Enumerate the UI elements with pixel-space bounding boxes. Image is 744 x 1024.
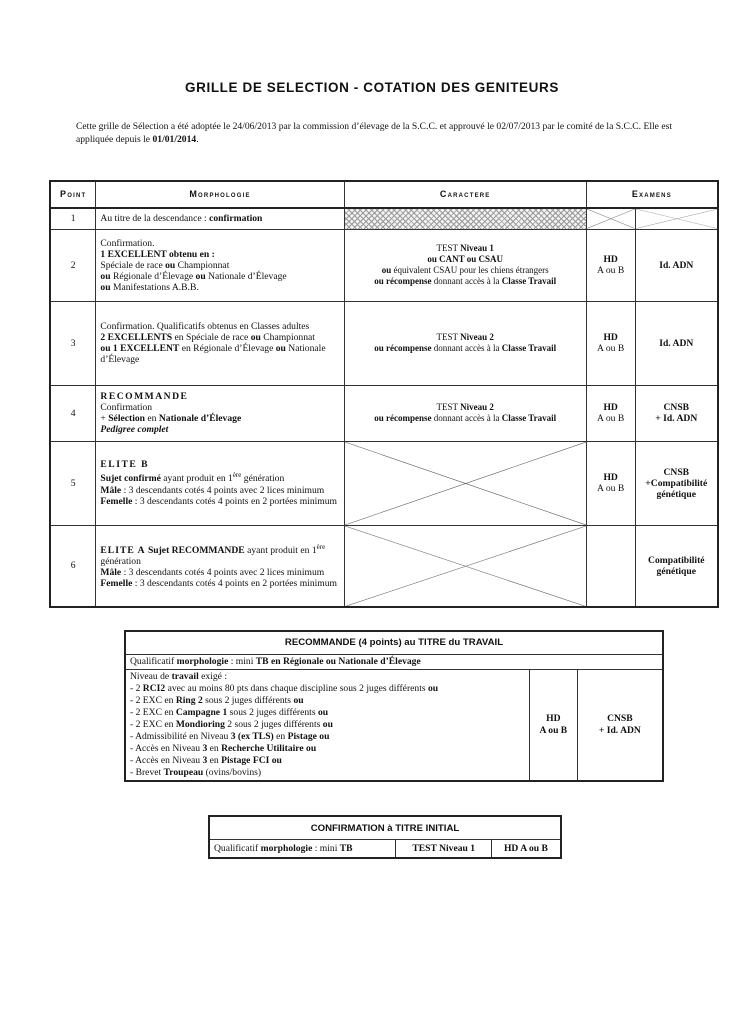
text-bold: ou: [317, 707, 329, 718]
text: équivalent CSAU pour les chiens étrangers: [391, 265, 549, 275]
confirm-header: CONFIRMATION à TITRE INITIAL: [209, 816, 561, 840]
cross-mark-icon: [587, 209, 635, 229]
travail-table: [124, 630, 664, 782]
confirm-test: [396, 840, 491, 858]
table-row: [125, 655, 663, 670]
text-bold: TB: [339, 842, 353, 854]
text: - 2 EXC en: [130, 707, 176, 718]
text: donnant accès à la: [431, 276, 502, 286]
exam-value: +Compatibilité: [645, 477, 708, 489]
caractere-cell: [344, 229, 586, 301]
text: Nationale d’Élevage: [205, 270, 287, 282]
line: [100, 282, 339, 293]
hd-value: A ou B: [597, 265, 625, 276]
morphologie-cell: [96, 441, 344, 525]
text-bold: Niveau 2: [460, 332, 494, 342]
exam-value: Compatibilité: [648, 554, 705, 566]
hd-cell: [529, 670, 577, 782]
text: TEST: [436, 243, 461, 253]
text-bold: Campagne 1: [175, 707, 228, 718]
text-bold: ou: [428, 683, 439, 694]
morphologie-cell: [96, 229, 344, 301]
text-bold: Femelle: [100, 495, 133, 507]
travail-header: RECOMMANDE (4 points) au TITRE du TRAVAIL: [125, 631, 663, 655]
text-bold: ou récompense: [374, 413, 432, 423]
crossed-cell: [344, 525, 586, 607]
text: sous 2 juges différents: [202, 695, 294, 706]
text-bold: Mâle: [100, 484, 122, 496]
text-bold: ou: [100, 281, 111, 293]
hd-label: HD: [603, 332, 618, 343]
morphologie-cell: [96, 525, 344, 607]
list-item: [130, 731, 525, 743]
text-bold: Sélection: [108, 413, 145, 424]
caractere-cell: [344, 301, 586, 385]
exam-cell: [577, 670, 663, 782]
list-item: [130, 719, 525, 731]
text-bold: confirmation: [209, 213, 263, 225]
text: génération: [100, 556, 141, 568]
caractere-cell: [344, 385, 586, 441]
hd-value: A ou B: [539, 725, 568, 736]
text-bold: 3 (ex TLS): [230, 731, 274, 742]
superscript: ère: [232, 471, 242, 480]
text-bold: Sujet confirmé: [100, 473, 161, 485]
cross-mark-icon: [636, 209, 717, 229]
point-cell: 1: [50, 208, 96, 229]
hd-cell: [586, 385, 635, 441]
list-item: [130, 695, 525, 707]
line: [100, 332, 339, 343]
list-item: [130, 755, 525, 767]
text: sous 2 juges différents: [227, 707, 318, 718]
line: [100, 271, 339, 282]
list-item: [130, 743, 525, 755]
intro-date: 01/01/2014: [152, 133, 197, 145]
text: - 2 EXC en: [130, 719, 176, 730]
header-point: Point: [50, 181, 96, 208]
text: TEST: [436, 332, 461, 342]
text-bold: ou 1 EXCELLENT: [100, 343, 180, 354]
exam-cell: [635, 301, 718, 385]
exam-value: génétique: [656, 565, 696, 577]
text-bold: morphologie: [260, 842, 313, 854]
text-bold: 3: [202, 743, 208, 754]
morphologie-cell: [96, 208, 344, 229]
text: génération: [241, 473, 285, 485]
line: [100, 567, 339, 578]
line: [100, 470, 339, 484]
table-row: [50, 208, 718, 229]
cross-mark-icon: [345, 442, 586, 525]
text-bold: ou: [275, 343, 286, 354]
crossed-cell: [344, 441, 586, 525]
intro-paragraph: [76, 121, 696, 146]
text-bold: Ring 2: [175, 695, 203, 706]
text: avec au moins 80 pts dans chaque discipline sous 2 juges différents: [165, 683, 428, 694]
text: Niveau de: [130, 671, 172, 682]
text-bold: ou: [381, 265, 392, 275]
text-bold: ou: [250, 332, 261, 343]
text-bold: TEST Niveau 1: [412, 842, 476, 854]
text: ayant produit en 1: [244, 545, 317, 557]
exam-value: CNSB: [663, 402, 690, 413]
table-row: [125, 670, 663, 782]
header-examens: Examens: [586, 181, 718, 208]
line: [345, 413, 586, 424]
text: en: [145, 413, 159, 424]
text: - Accès en Niveau: [130, 755, 203, 766]
text: en Régionale d’Élevage: [179, 343, 276, 354]
cross-mark-icon: [345, 526, 586, 607]
intro-end: .: [196, 133, 199, 145]
text: +: [100, 413, 109, 424]
text: - Accès en Niveau: [130, 743, 203, 754]
hd-label: HD: [546, 713, 561, 724]
crossed-cell: [635, 208, 718, 229]
text-bold: ou: [322, 719, 333, 730]
line: [100, 413, 339, 424]
hd-value: A ou B: [597, 343, 625, 354]
point-cell: 2: [50, 229, 96, 301]
text-bold: ou: [195, 270, 206, 282]
point-cell: 6: [50, 525, 96, 607]
line-bold: ou CANT ou CSAU: [427, 254, 503, 264]
confirmation-table: [208, 815, 562, 859]
table-header-row: [50, 181, 718, 208]
text: donnant accès à la: [431, 413, 502, 423]
line: [345, 343, 586, 354]
line: [345, 276, 586, 287]
text: : mini: [312, 842, 340, 854]
text-bold: Recherche Utilitaire ou: [221, 743, 317, 754]
line: Confirmation.: [100, 237, 155, 249]
hatched-cell: [344, 208, 586, 229]
line: [345, 243, 586, 254]
text-bold: Mondioring: [175, 719, 225, 730]
line-bold: 1 EXCELLENT obtenu en :: [100, 248, 215, 260]
exam-cell: [635, 385, 718, 441]
exam-cell: [635, 441, 718, 525]
intro-text: Cette grille de Sélection a été adoptée le 24/06/2013 par la commission d’élevage de la S.C.C. et approuvé le 02/07/2013 par le comité de la S.C.C. Elle est appliquée depuis le: [76, 121, 672, 145]
text-bold: 3: [202, 755, 208, 766]
morphologie-cell: [96, 301, 344, 385]
text: en: [207, 755, 222, 766]
text: - Admissibilité en Niveau: [130, 731, 231, 742]
text: Qualificatif: [214, 842, 261, 854]
line: [130, 671, 525, 683]
travail-header-row: [125, 631, 663, 655]
text: - 2 EXC en: [130, 695, 176, 706]
text-bold: Pistage ou: [287, 731, 330, 742]
line-bold: ELITE B: [100, 459, 150, 471]
hd-value: A ou B: [597, 483, 625, 494]
text: Championnat: [260, 332, 315, 343]
exam-value: CNSB: [607, 713, 633, 724]
line: [100, 485, 339, 496]
text: en: [207, 743, 222, 754]
text-bold: ELITE A: [100, 545, 146, 557]
line: Confirmation. Qualificatifs obtenus en Classes adultes: [100, 321, 310, 332]
text: Manifestations A.B.B.: [110, 281, 199, 293]
text: : 3 descendants cotés 4 points en 2 portées minimum: [132, 578, 338, 590]
list-item: [130, 767, 525, 779]
table-row: [50, 441, 718, 525]
exam-value: + Id. ADN: [598, 725, 641, 736]
text-bold: Niveau 1: [460, 243, 494, 253]
text-bold: ou récompense: [374, 276, 432, 286]
exam-value: génétique: [656, 488, 696, 500]
confirm-hd: [491, 840, 561, 858]
text-bold: Pistage FCI ou: [221, 755, 282, 766]
hd-label: HD: [603, 254, 618, 265]
exam-value: CNSB: [663, 466, 690, 478]
table-row: [209, 840, 561, 858]
hd-cell: [586, 301, 635, 385]
line-bold: RECOMMANDE: [100, 391, 189, 402]
text-bold: travail: [171, 671, 199, 682]
point-cell: 3: [50, 301, 96, 385]
text: donnant accès à la: [431, 343, 502, 353]
text: en: [273, 731, 288, 742]
line: [100, 260, 339, 271]
line: [345, 332, 586, 343]
text: : 3 descendants cotés 4 points avec 2 lices minimum: [121, 484, 325, 496]
list-item: [130, 683, 525, 695]
text-bold: Classe Travail: [501, 343, 557, 353]
line-bold-italic: Pedigree complet: [100, 424, 169, 435]
line: [100, 343, 339, 365]
superscript: ère: [316, 543, 326, 552]
exam-value: Id. ADN: [659, 259, 694, 271]
point-cell: 5: [50, 441, 96, 525]
text: Championnat: [175, 259, 230, 271]
travail-niveau-cell: [125, 670, 529, 782]
hd-label: HD: [603, 402, 618, 413]
text-bold: Niveau 2: [460, 402, 494, 412]
text-bold: 2 EXCELLENTS: [100, 332, 173, 343]
exam-cell: [635, 525, 718, 607]
crossed-cell: [586, 208, 635, 229]
text-bold: RCI2: [142, 683, 166, 694]
line: [100, 542, 339, 567]
text: exigé :: [198, 671, 227, 682]
text-bold: TB en Régionale ou Nationale d’Élevage: [255, 656, 421, 667]
text-bold: HD A ou B: [503, 842, 548, 854]
text-bold: Femelle: [100, 578, 133, 590]
text-bold: Classe Travail: [501, 413, 557, 423]
confirm-header-row: [209, 816, 561, 840]
table-row: [50, 301, 718, 385]
text: en Spéciale de race: [172, 332, 251, 343]
selection-grid-table: [49, 180, 719, 608]
page-title: GRILLE DE SELECTION - COTATION DES GENITEURS: [185, 80, 559, 95]
text-bold: Nationale d’Élevage: [158, 413, 242, 424]
table-row: [50, 229, 718, 301]
exam-value: Id. ADN: [659, 337, 694, 349]
hd-label: HD: [603, 472, 618, 483]
hd-cell: [586, 441, 635, 525]
text: - 2: [130, 683, 143, 694]
text: TEST: [436, 402, 461, 412]
header-caractere: Caractere: [344, 181, 586, 208]
line: Confirmation: [100, 402, 153, 413]
morphologie-cell: [96, 385, 344, 441]
text-bold: Sujet RECOMMANDE: [145, 545, 245, 557]
text-bold: ou: [100, 270, 111, 282]
text: Spéciale de race: [100, 259, 166, 271]
text: Nationale d’Élevage: [100, 343, 326, 365]
text: - Brevet: [130, 767, 164, 778]
text-bold: morphologie: [176, 656, 229, 667]
text: : 3 descendants cotés 4 points avec 2 lices minimum: [121, 567, 325, 579]
text: Qualificatif: [130, 656, 177, 667]
text-bold: Classe Travail: [501, 276, 557, 286]
table-row: [50, 385, 718, 441]
text-bold: Mâle: [100, 567, 122, 579]
line: [100, 578, 339, 589]
hd-cell-empty: [586, 525, 635, 607]
text: Régionale d’Élevage: [110, 270, 196, 282]
hd-cell: [586, 229, 635, 301]
text: 2 sous 2 juges différents: [224, 719, 323, 730]
list-item: [130, 707, 525, 719]
text-bold: ou: [293, 695, 304, 706]
point-cell: 4: [50, 385, 96, 441]
header-morphologie: Morphologie: [96, 181, 344, 208]
text-bold: ou récompense: [374, 343, 432, 353]
table-row: [50, 525, 718, 607]
confirm-qualificatif: [209, 840, 396, 858]
travail-qualificatif: [125, 655, 663, 670]
exam-cell: [635, 229, 718, 301]
travail-list: [130, 683, 525, 779]
line: [345, 265, 586, 276]
text: : mini: [228, 656, 256, 667]
text: ayant produit en 1: [160, 473, 233, 485]
line: [100, 496, 339, 507]
line: [345, 402, 586, 413]
text-bold: ou: [165, 259, 176, 271]
text-bold: Troupeau: [163, 767, 204, 778]
text: : 3 descendants cotés 4 points en 2 portées minimum: [132, 495, 338, 507]
exam-value: + Id. ADN: [655, 413, 698, 424]
hd-value: A ou B: [597, 413, 625, 424]
text: Au titre de la descendance :: [100, 213, 210, 225]
text: (ovins/bovins): [203, 767, 262, 778]
